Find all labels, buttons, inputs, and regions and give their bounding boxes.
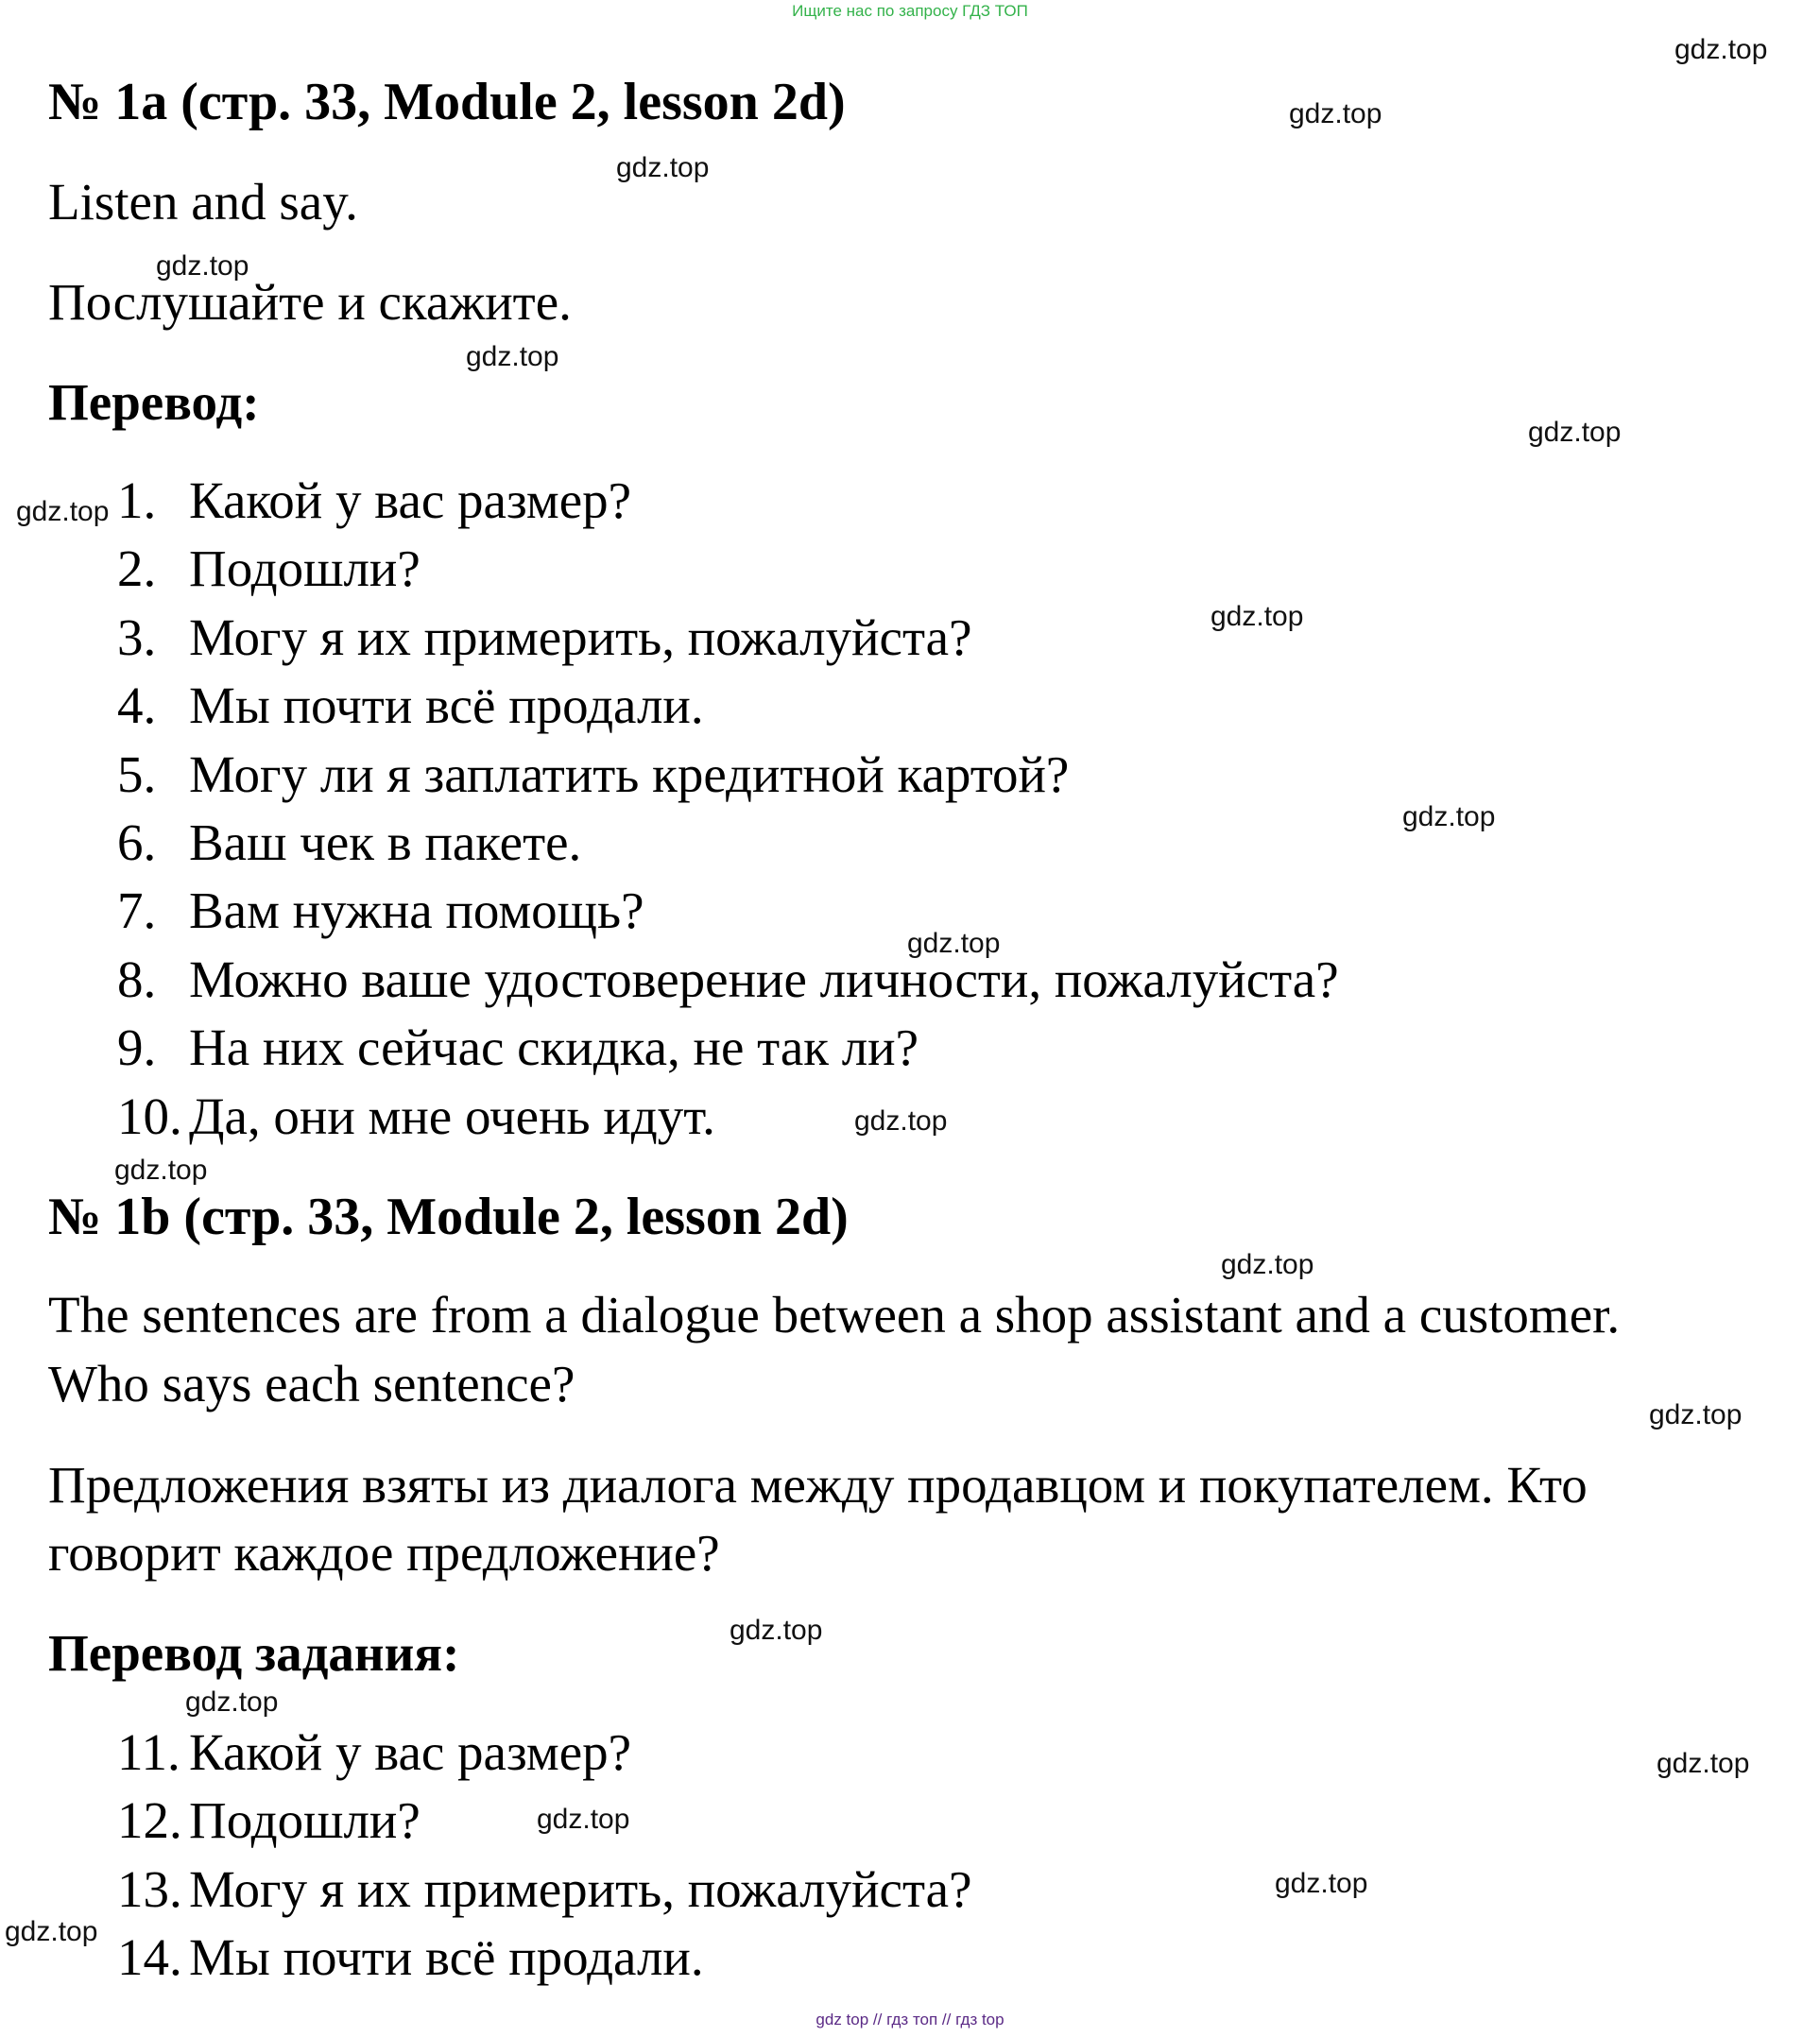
list-item: Мы почти всё продали. (189, 1928, 704, 1986)
watermark: gdz.top (1674, 34, 1768, 65)
watermark: gdz.top (1275, 1868, 1368, 1899)
watermark: gdz.top (1528, 417, 1622, 448)
section2-task-en-line1: The sentences are from a dialogue between a shop assistant and a customer. (48, 1286, 1621, 1344)
section2-task-ru-line1: Предложения взяты из диалога между продавцом и покупателем. Кто (48, 1456, 1588, 1514)
list-item-number: 6. (117, 813, 157, 871)
list-item: Могу я их примерить, пожалуйста? (189, 1860, 972, 1918)
list-item: Могу я их примерить, пожалуйста? (189, 608, 972, 666)
watermark: gdz.top (156, 250, 249, 282)
list-item-number: 4. (117, 676, 157, 734)
watermark: gdz.top (1402, 801, 1496, 832)
list-item-number: 12. (117, 1791, 182, 1849)
list-item-number: 13. (117, 1860, 182, 1918)
list-item-number: 8. (117, 950, 157, 1008)
list-item: Можно ваше удостоверение личности, пожалуйста? (189, 950, 1339, 1008)
section1-translation-label: Перевод: (48, 373, 260, 431)
watermark: gdz.top (616, 152, 710, 183)
list-item-number: 3. (117, 608, 157, 666)
list-item-number: 14. (117, 1928, 182, 1986)
footer: gdz top // гдз топ // гдз top (816, 2011, 1004, 2028)
section1-task-ru: Послушайте и скажите. (48, 273, 572, 331)
list-item-number: 2. (117, 539, 157, 597)
list-item-number: 1. (117, 471, 157, 529)
section2-task-ru-line2: говорит каждое предложение? (48, 1524, 720, 1582)
list-item-number: 11. (117, 1723, 180, 1781)
watermark: gdz.top (854, 1105, 948, 1137)
watermark: gdz.top (537, 1804, 630, 1835)
list-item: Подошли? (189, 1791, 421, 1849)
list-item: Подошли? (189, 539, 421, 597)
list-item: Ваш чек в пакете. (189, 813, 582, 871)
list-item: Могу ли я заплатить кредитной картой? (189, 745, 1070, 803)
section1-heading: № 1a (стр. 33, Module 2, lesson 2d) (48, 73, 846, 131)
list-item-number: 7. (117, 882, 157, 939)
list-item: На них сейчас скидка, не так ли? (189, 1018, 919, 1076)
watermark: gdz.top (907, 928, 1001, 959)
list-item-number: 5. (117, 745, 157, 803)
section2-heading: № 1b (стр. 33, Module 2, lesson 2d) (48, 1188, 849, 1246)
list-item: Какой у вас размер? (189, 1723, 632, 1781)
watermark: gdz.top (466, 341, 559, 372)
list-item: Да, они мне очень идут. (189, 1087, 715, 1145)
list-item: Вам нужна помощь? (189, 882, 644, 939)
watermark: gdz.top (1289, 98, 1382, 129)
watermark: gdz.top (185, 1686, 279, 1718)
list-item-number: 10. (117, 1087, 182, 1145)
watermark: gdz.top (16, 496, 110, 527)
section1-task-en: Listen and say. (48, 173, 358, 231)
watermark: gdz.top (1210, 601, 1304, 632)
watermark: gdz.top (1221, 1249, 1314, 1280)
watermark: gdz.top (730, 1615, 823, 1646)
list-item-number: 9. (117, 1018, 157, 1076)
section2-task-en-line2: Who says each sentence? (48, 1355, 575, 1412)
list-item: Какой у вас размер? (189, 471, 632, 529)
watermark: gdz.top (5, 1916, 98, 1947)
top-banner: Ищите нас по запросу ГДЗ ТОП (792, 2, 1028, 20)
watermark: gdz.top (1649, 1399, 1743, 1430)
watermark: gdz.top (1657, 1748, 1750, 1779)
section2-translation-label: Перевод задания: (48, 1624, 460, 1682)
list-item: Мы почти всё продали. (189, 676, 704, 734)
watermark: gdz.top (114, 1155, 208, 1186)
